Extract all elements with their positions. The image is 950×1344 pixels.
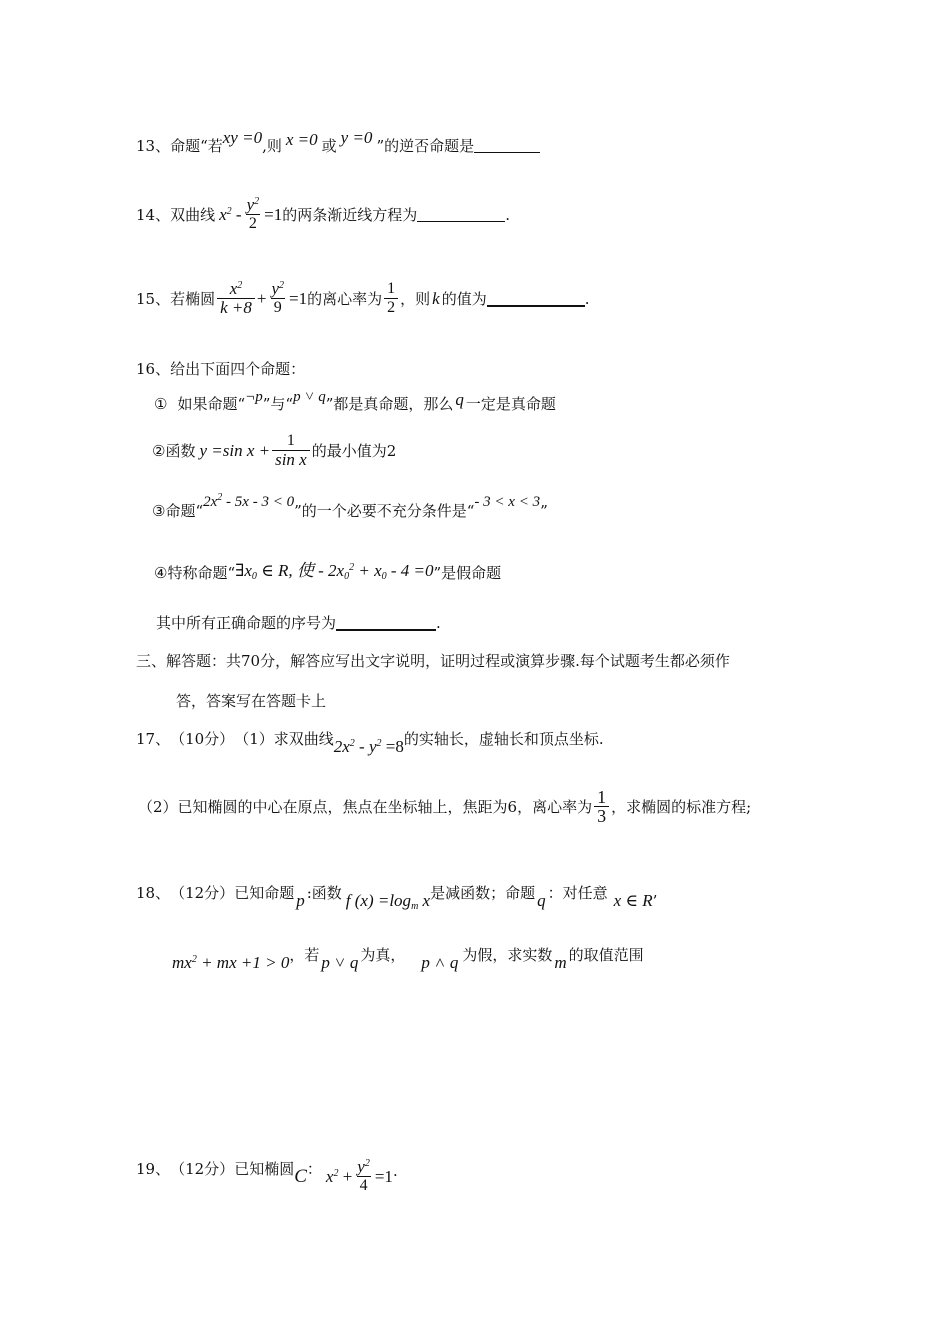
fraction: $\frac{1}{\text{sin x}}$ (272, 432, 310, 469)
q16-item-1: ① 如果命题“ ¬p ”与“ p ˅ q ”都是真命题，那么 q 一定是真命题 (154, 389, 556, 413)
fraction: $\frac{x^2}{k +8}$ (217, 280, 255, 317)
question-14: 14、 双曲线 $x^2$ - $\frac{y^2}{2}$ =1 的两条渐近线方程为 . (136, 195, 511, 232)
q16-item-2: ② 函数 y =sin x + $\frac{1}{\text{sin x}}$ 的最小值为2 (152, 432, 397, 469)
fraction: $\frac{1}{3}$ (594, 788, 609, 825)
answer-blank (474, 138, 540, 153)
answer-blank (417, 207, 505, 222)
answer-blank (336, 615, 436, 631)
question-16-title: 16、 给出下面四个命题： (136, 360, 306, 378)
fraction: $\frac{y^2}{4}$ (357, 1157, 370, 1194)
fraction: $\frac{y^2}{2}$ (246, 195, 260, 232)
q16-item-4: ④ 特称命题“ $\exists x_0$ ∈ R, 使 - $2x_0^2 + x_0 - 4 =0$ ”是假命题 (154, 561, 502, 582)
answer-blank (487, 291, 585, 307)
question-17-part-1: 17、 （10分） （1）求双曲线 $2x^2 - y^2 =8$ 的实轴长，虚轴长和顶点坐标. (136, 730, 604, 756)
q16-footer: 其中所有正确命题的序号为 . (156, 613, 441, 632)
section-3-heading-cont: 答，答案写在答题卡上 (176, 692, 327, 710)
question-19: 19、 （12分） 已知椭圆 C ： $x^2$ + $\frac{y^2}{4}$ =1 . (136, 1157, 398, 1194)
math-xy-eq-0: xy =0 (222, 127, 263, 147)
fraction: $\frac{y^2}{9}$ (271, 279, 285, 316)
question-17-part-2: （2）已知椭圆的中心在原点，焦点在坐标轴上，焦距为6，离心率为 $\frac{1}{3}$ ，求椭圆的标准方程; (138, 787, 752, 826)
q16-item-3: ③ 命题“ $2x^2 - 5x - 3 < 0$ ”的一个必要不充分条件是“ - 3 < x < 3 ” (152, 492, 548, 520)
question-18-cont: $mx^2$ + mx +1 > 0 ，若 p ˅ q 为真， p ˄ q 为假，求实数 m 的取值范围 (172, 946, 644, 972)
question-13: 13、 命题“若 xy =0 ,则 x =0 或 y =0 ”的逆否命题是 (136, 135, 540, 156)
section-3-heading: 三、解答题：共70分，解答应写出文字说明，证明过程或演算步骤.每个试题考生都必须作 (136, 652, 730, 670)
question-18: 18、 （12分） 已知命题 p :函数 f $(x) =\log_m$ x 是减函数；命题 q ：对任意 x ∈ R ’ (136, 884, 658, 912)
fraction: $\frac{1}{2}$ (384, 280, 398, 317)
question-15: 15、 若椭圆 $\frac{x^2}{k +8}$ + $\frac{y^2}{9}$ =1 的离心率为 $\frac{1}{2}$ ，则 k 的值为 . (136, 279, 590, 317)
